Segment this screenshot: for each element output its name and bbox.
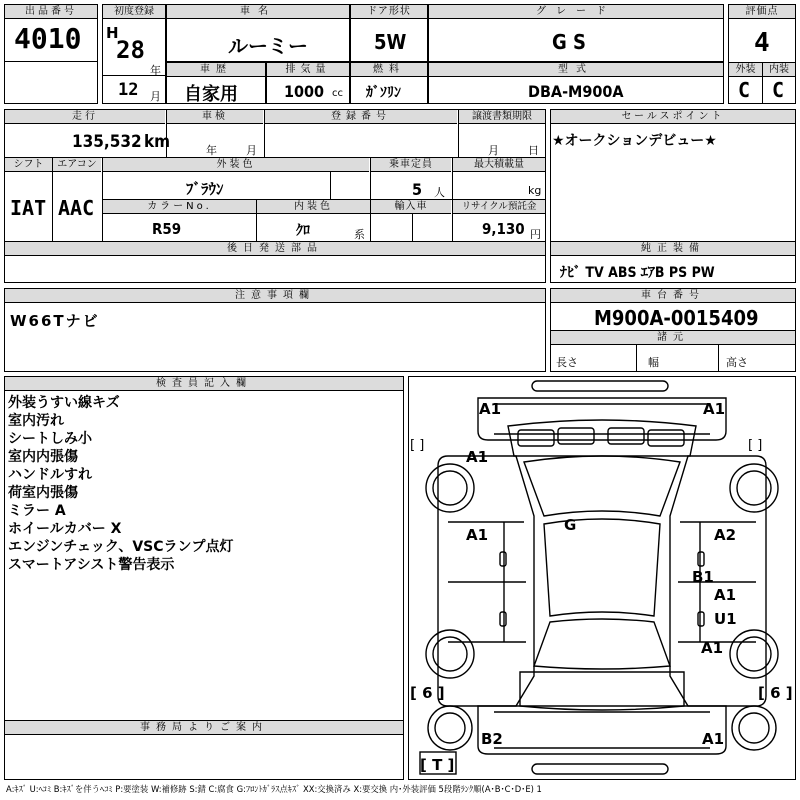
tire-rear-right: [ 6 ] <box>758 684 793 702</box>
car-diagram <box>408 376 796 780</box>
capacity: 5 <box>412 180 423 199</box>
damage-rear-right: A1 <box>702 730 725 748</box>
air-conditioner: AAC <box>58 196 95 220</box>
remark-item: ミラー A <box>8 503 66 519</box>
history: 自家用 <box>184 84 238 105</box>
lot-number: 4010 <box>14 22 82 55</box>
standard-equipment: ﾅﾋﾞ TV ABS ｴｱB PS PW <box>560 265 715 281</box>
damage-front-right: A1 <box>703 400 726 418</box>
interior-color: ｸﾛ <box>296 223 310 239</box>
remark-item: エンジンチェック、VSCランプ点灯 <box>8 539 234 555</box>
damage-quarter-right: A1 <box>701 639 724 657</box>
damage-front-left: A1 <box>479 400 502 418</box>
remark-item: 室内汚れ <box>8 413 64 429</box>
mileage: 135,532 <box>72 132 142 152</box>
remark-item: ホイールカバー X <box>8 521 122 537</box>
recycle-deposit: 9,130 <box>482 220 525 238</box>
exterior-color: ﾌﾞﾗｳﾝ <box>186 180 224 198</box>
lot-number-label: 出品番号 <box>5 5 97 19</box>
remark-item: ハンドルすれ <box>8 467 92 483</box>
displacement: 1000 <box>284 82 325 101</box>
remark-item: 外装うすい線キズ <box>8 395 120 411</box>
first-registration-month: 12 <box>118 80 139 100</box>
damage-fender-left: A1 <box>466 448 489 466</box>
remark-item: 荷室内張傷 <box>8 485 78 501</box>
damage-step-right: B1 <box>692 568 714 586</box>
tire-rear-left: [ 6 ] <box>410 684 445 702</box>
color-number: R59 <box>152 220 182 238</box>
grade: G S <box>552 30 586 54</box>
damage-door-front-right: A2 <box>714 526 737 544</box>
first-registration-year: 28 <box>116 36 145 64</box>
tire-front-left: [ ] <box>410 438 425 453</box>
remark-item: スマートアシスト警告表示 <box>8 557 175 573</box>
doors: 5W <box>374 30 407 54</box>
car-name: ルーミー <box>228 34 308 58</box>
damage-rear-left: B2 <box>481 730 503 748</box>
fuel: ｶﾞｿﾘﾝ <box>366 85 401 101</box>
damage-roof: G <box>564 516 577 534</box>
remark-item: 室内内張傷 <box>8 449 78 465</box>
sales-point: ★オークションデビュー★ <box>552 133 717 149</box>
caution-text: W66Tナビ <box>10 312 100 330</box>
damage-legend: A:ｷｽﾞ U:ﾍｺﾐ B:ｷｽﾞを伴うﾍｺﾐ P:要塗装 W:補修跡 S:錆 C:腐食 G:ﾌﾛﾝﾄｶﾞﾗｽ点ｷｽﾞ XX:交換済み X:要交換 内･外装評価 5段階ﾗﾝｸ順(A･B･C･D･E) 1 <box>6 784 542 794</box>
chassis-number: M900A-0015409 <box>594 306 759 330</box>
exterior-rating: C <box>738 78 751 102</box>
tire-front-right: [ ] <box>748 438 763 453</box>
era: H <box>106 24 119 42</box>
first-registration-label: 初度登録 <box>103 5 165 19</box>
interior-rating: C <box>772 78 785 102</box>
score: 4 <box>754 28 770 58</box>
spare-tire: [ T ] <box>420 756 455 774</box>
shift: IAT <box>10 196 47 220</box>
model: DBA-M900A <box>528 82 624 101</box>
damage-door-rear-right: A1 <box>714 586 737 604</box>
damage-door-front-left: A1 <box>466 526 489 544</box>
remark-item: シートしみ小 <box>8 431 92 447</box>
damage-door-rear-right-2: U1 <box>714 610 737 628</box>
